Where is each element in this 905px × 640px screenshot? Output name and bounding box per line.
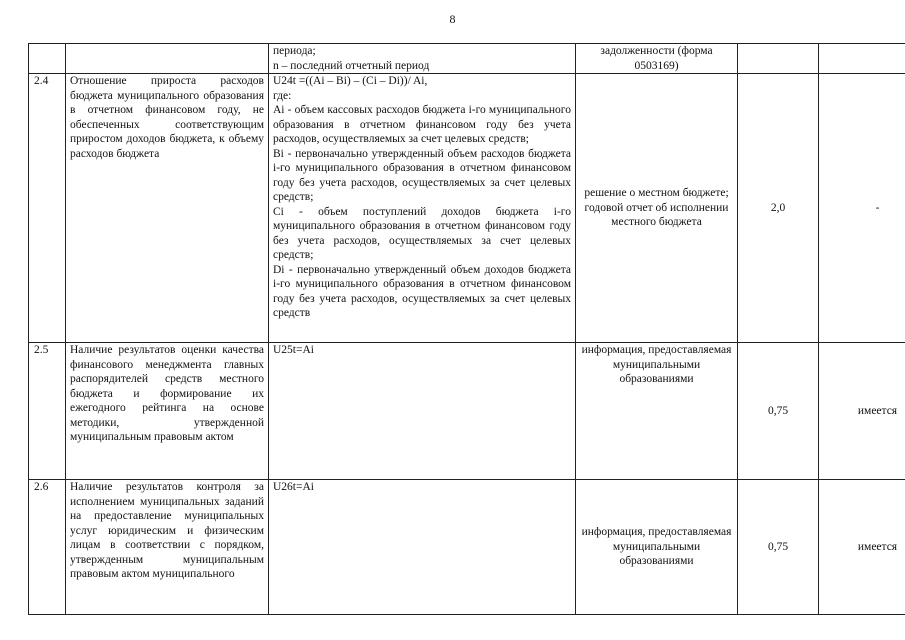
weight-value: 0,75 — [738, 480, 819, 615]
description-line: n – последний отчетный период — [273, 59, 430, 72]
indicator-name: Наличие результатов оценки качества финансового менеджмента главных распорядителей средств местного бюджета и формирование их ежегодного рейтинга на основе методики, утвержденной муниципальным правовым актом — [66, 343, 269, 480]
calculation-description — [269, 74, 576, 343]
indicator-name — [66, 44, 269, 74]
row-number: 2.6 — [29, 480, 66, 615]
data-source: решение о местном бюджете; годовой отчет об исполнении местного бюджета — [576, 74, 738, 343]
data-source: информация, предоставляемая муниципальными образованиями — [576, 343, 738, 480]
row-number: 2.4 — [29, 74, 66, 343]
target-value: имеется — [819, 343, 905, 480]
indicators-table — [28, 43, 905, 615]
calculation-description — [269, 44, 576, 74]
weight-value: 0,75 — [738, 343, 819, 480]
row-number — [29, 44, 66, 74]
data-source: задолженности (форма 0503169) — [576, 44, 738, 74]
description-line: Ai - объем кассовых расходов бюджета i-го муниципального образования в отчетном финансовом году без учета расходов, осуществляемых за счет целевых средств; — [273, 104, 571, 145]
description-line: периода; — [273, 45, 316, 57]
description-line: Di - первоначально утвержденный объем доходов бюджета i-го муниципального образования в отчетном финансовом году без учета расходов, осуществляемых за счет целевых средств — [273, 263, 571, 319]
target-value — [819, 44, 905, 74]
description-line: где: — [273, 89, 292, 102]
page-number: 8 — [449, 12, 456, 26]
description-line: Bi - первоначально утвержденный объем расходов бюджета i-го муниципального образования в отчетном финансовом году без учета расходов, осуществляемых за счет целевых средств; — [273, 147, 571, 203]
table-row — [29, 343, 905, 480]
calculation-description — [269, 480, 576, 615]
table-row — [29, 480, 905, 615]
table-row — [29, 74, 905, 343]
description-line: Ci - объем поступлений доходов бюджета i-го муниципального образования в отчетном финансовом году без учета расходов, осуществляемых за счет целевых средств; — [273, 205, 571, 261]
data-source: информация, предоставляемая муниципальными образованиями — [576, 480, 738, 615]
formula: U26t=Ai — [273, 481, 314, 493]
row-number: 2.5 — [29, 343, 66, 480]
target-value: имеется — [819, 480, 905, 615]
indicator-name: Наличие результатов контроля за исполнением муниципальных заданий на предоставление муниципальных услуг юридическим и физическим лицам в соответствии с порядком, утвержденным муниципальным правовым актом муниципального — [66, 480, 269, 615]
weight-value — [738, 44, 819, 74]
target-value: - — [819, 74, 905, 343]
formula: U24t =((Ai – Bi) – (Ci – Di))/ Ai, — [273, 75, 428, 87]
calculation-description — [269, 343, 576, 480]
formula: U25t=Ai — [273, 344, 314, 356]
indicator-name: Отношение прироста расходов бюджета муниципального образования в отчетном финансовом году, не обеспеченных соответствующим приростом доходов бюджета, к объему расходов бюджета — [66, 74, 269, 343]
table-row — [29, 44, 905, 74]
weight-value: 2,0 — [738, 74, 819, 343]
